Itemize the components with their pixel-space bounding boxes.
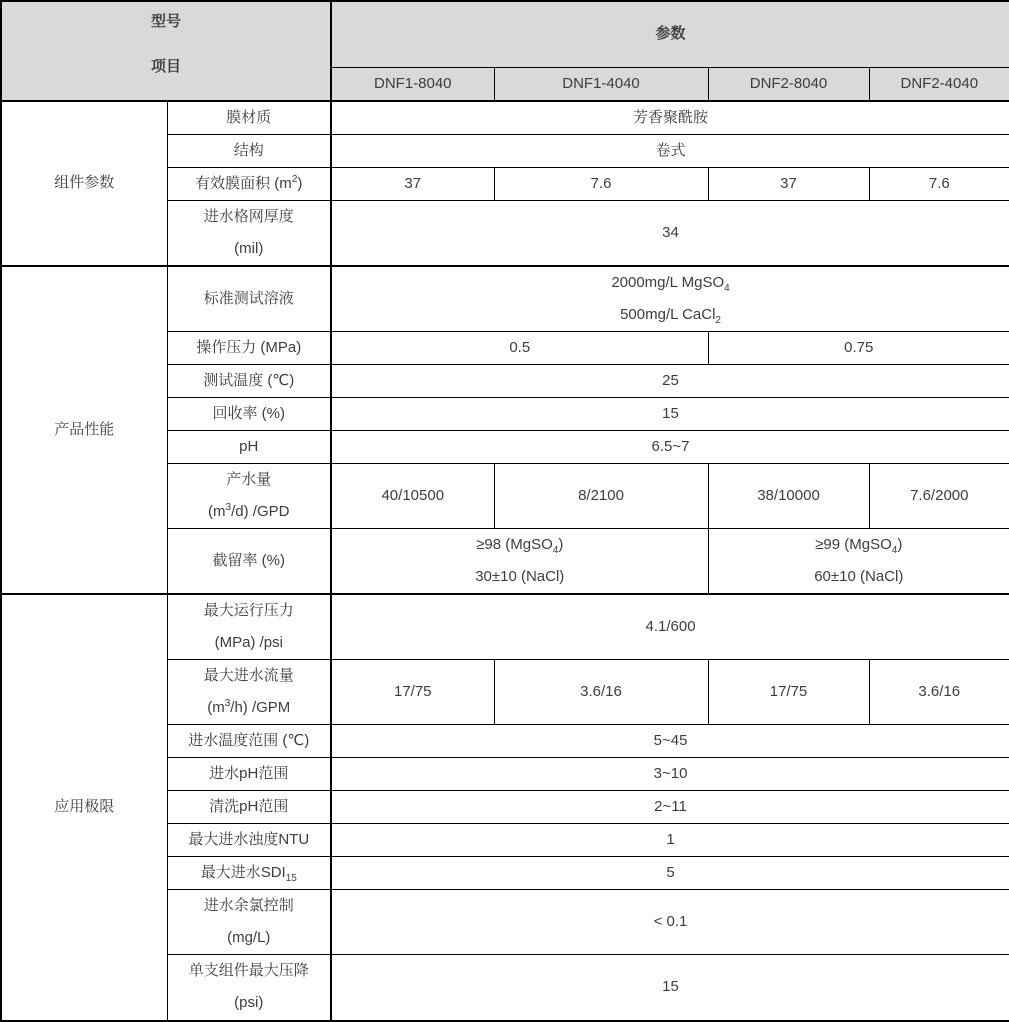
params-header-cell: 参数 xyxy=(331,1,1009,67)
row-label-cell: 最大进水流量 $(m^3/h)$ /GPM xyxy=(167,660,331,725)
row-value-cell: 2~11 xyxy=(331,791,1009,824)
row-label-cell: 膜材质 xyxy=(167,101,331,135)
row-value-cell: 3.6/16 xyxy=(869,660,1009,725)
row-label-cell: 测试温度 (℃) xyxy=(167,365,331,398)
row-value-cell: 5~45 xyxy=(331,725,1009,758)
row-value-cell: 6.5~7 xyxy=(331,431,1009,464)
row-label-cell: 回收率 (%) xyxy=(167,398,331,431)
row-label-cell: 单支组件最大压降 (psi) xyxy=(167,955,331,1021)
row-value-cell: < 0.1 xyxy=(331,890,1009,955)
row-value-cell: 40/10500 xyxy=(331,464,494,529)
row-label-cell: 截留率 (%) xyxy=(167,529,331,595)
row-label-cell: 有效膜面积 $(m^2)$ xyxy=(167,168,331,201)
row-value-cell: 3~10 xyxy=(331,758,1009,791)
row-label-cell: 最大运行压力 (MPa) /psi xyxy=(167,594,331,660)
row-label-cell: 结构 xyxy=(167,135,331,168)
row-value-cell: 7.6 xyxy=(494,168,708,201)
model-header-cell: DNF1-8040 xyxy=(331,67,494,101)
row-value-cell: 0.75 xyxy=(708,332,1009,365)
group-cell-module-params: 组件参数 xyxy=(1,101,167,267)
row-value-cell: 芳香聚酰胺 xyxy=(331,101,1009,135)
row-value-cell: 卷式 xyxy=(331,135,1009,168)
row-value-cell: 37 xyxy=(331,168,494,201)
row-value-cell: ≥98 (MgSO$_4$) 30±10 (NaCl) xyxy=(331,529,708,595)
row-value-cell: 2000mg/L MgSO$_4$ 500mg/L CaCl$_2$ xyxy=(331,266,1009,332)
row-label-cell: 进水pH范围 xyxy=(167,758,331,791)
table-row xyxy=(1,266,1009,332)
row-label-cell: 产水量 $(m^3/d)$ /GPD xyxy=(167,464,331,529)
row-label-cell: 进水格网厚度 (mil) xyxy=(167,201,331,267)
row-value-cell: 15 xyxy=(331,398,1009,431)
row-value-cell: 5 xyxy=(331,857,1009,890)
row-value-cell: 3.6/16 xyxy=(494,660,708,725)
row-value-cell: ≥99 (MgSO$_4$) 60±10 (NaCl) xyxy=(708,529,1009,595)
row-label-cell: pH xyxy=(167,431,331,464)
row-label-cell: 进水温度范围 (℃) xyxy=(167,725,331,758)
row-label-cell: 操作压力 (MPa) xyxy=(167,332,331,365)
row-value-cell: 25 xyxy=(331,365,1009,398)
table-row xyxy=(1,101,1009,135)
row-label-cell: 进水余氯控制 (mg/L) xyxy=(167,890,331,955)
row-value-cell: 34 xyxy=(331,201,1009,267)
row-value-cell: 0.5 xyxy=(331,332,708,365)
model-header-cell: DNF2-8040 xyxy=(708,67,869,101)
header-row-top xyxy=(1,1,1009,67)
model-header-cell: DNF2-4040 xyxy=(869,67,1009,101)
row-label-cell: 清洗pH范围 xyxy=(167,791,331,824)
row-value-cell: 38/10000 xyxy=(708,464,869,529)
row-value-cell: 7.6 xyxy=(869,168,1009,201)
row-value-cell: 15 xyxy=(331,955,1009,1021)
corner-labels xyxy=(5,5,327,97)
row-value-cell: 37 xyxy=(708,168,869,201)
row-value-cell: 17/75 xyxy=(331,660,494,725)
model-header-cell: DNF1-4040 xyxy=(494,67,708,101)
group-cell-product-performance: 产品性能 xyxy=(1,266,167,594)
row-label-cell: 最大进水$SDI_{15}$ xyxy=(167,857,331,890)
row-value-cell: 8/2100 xyxy=(494,464,708,529)
model-axis-label: 型号 xyxy=(151,12,182,30)
row-label-cell: 最大进水浊度NTU xyxy=(167,824,331,857)
row-value-cell: 1 xyxy=(331,824,1009,857)
item-axis-label: 项目 xyxy=(151,57,182,75)
row-value-cell: 17/75 xyxy=(708,660,869,725)
row-value-cell: 4.1/600 xyxy=(331,594,1009,660)
table-row xyxy=(1,594,1009,660)
corner-header-cell xyxy=(1,1,331,101)
row-value-cell: 7.6/2000 xyxy=(869,464,1009,529)
row-label-cell: 标准测试溶液 xyxy=(167,266,331,332)
group-cell-application-limits: 应用极限 xyxy=(1,594,167,1021)
